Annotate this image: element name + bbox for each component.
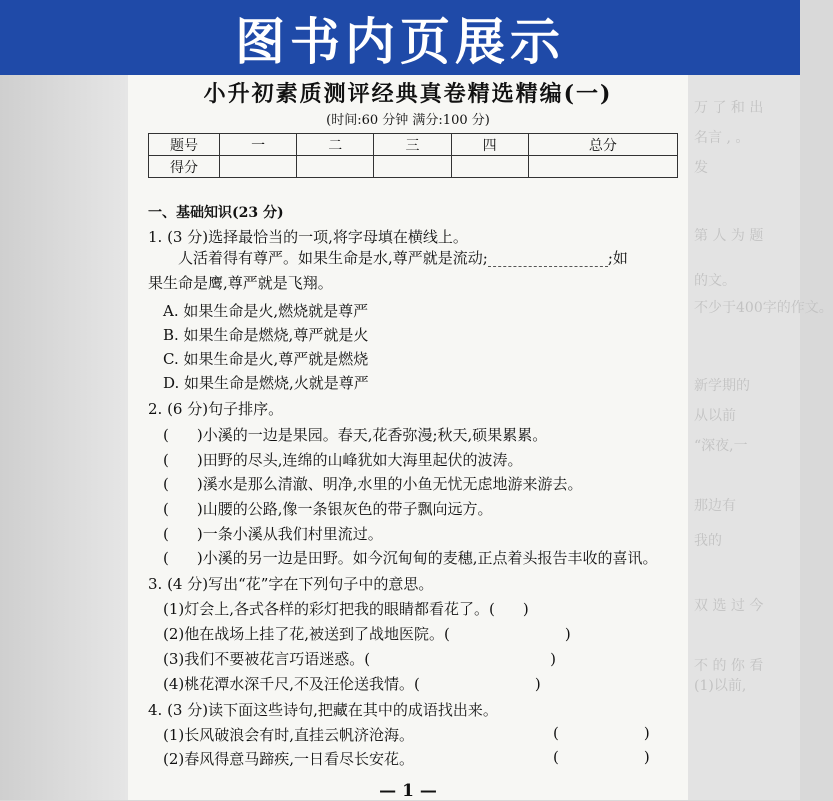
bleed-text: 那边有 (694, 498, 736, 514)
bleed-text: 我的 (694, 533, 722, 549)
bleed-text: 不 的 你 看 (694, 658, 764, 674)
exam-subtitle: (时间:60 分钟 满分:100 分) (326, 113, 490, 128)
answer-paren[interactable]: ( ) (553, 748, 650, 766)
table-cell: 得分 (149, 156, 220, 178)
banner (0, 0, 800, 75)
table-cell: 二 (297, 134, 374, 156)
sentence-item: ( )溪水是那么清澈、明净,水里的小鱼无忧无虑地游来游去。 (163, 475, 583, 493)
bleed-text: 的文。 (694, 273, 736, 289)
bleed-text: 从以前 (694, 408, 736, 424)
table-cell: 四 (451, 134, 528, 156)
sentence-item: ( )小溪的另一边是田野。如今沉甸甸的麦穗,正点着头报告丰收的喜讯。 (163, 549, 658, 567)
adjacent-page-edge (688, 75, 833, 800)
sentence-item: ( )小溪的一边是果园。春天,花香弥漫;秋天,硕果累累。 (163, 426, 548, 444)
question-3-item: (3)我们不要被花言巧语迷惑。( ) (163, 650, 556, 668)
table-cell (451, 156, 528, 178)
banner-title: 图书内页展示 (235, 12, 565, 71)
option-b: B. 如果生命是燃烧,尊严就是火 (163, 326, 369, 344)
score-table (148, 133, 678, 178)
table-cell (528, 156, 677, 178)
page-number: — 1 — (379, 781, 437, 801)
question-3-stem: 3. (4 分)写出“花”字在下列句子中的意思。 (148, 575, 434, 593)
question-2-stem: 2. (6 分)句子排序。 (148, 400, 284, 418)
bleed-text: 第 人 为 题 (694, 228, 764, 244)
question-3-item: (2)他在战场上挂了花,被送到了战地医院。( ) (163, 625, 571, 643)
sentence-item: ( )一条小溪从我们村里流过。 (163, 525, 383, 543)
question-3-item: (1)灯会上,各式各样的彩灯把我的眼睛都看花了。( ) (163, 600, 529, 618)
table-cell: 三 (374, 134, 451, 156)
sentence-item: ( )山腰的公路,像一条银灰色的带子飘向远方。 (163, 500, 493, 518)
question-4-item: (1)长风破浪会有时,直挂云帆济沧海。 (163, 726, 415, 744)
bleed-text: 发 (694, 160, 708, 176)
question-1-passage-cont: 果生命是鹰,尊严就是飞翔。 (148, 274, 333, 292)
score-table-score-row (149, 156, 678, 178)
bleed-text: 新学期的 (694, 378, 750, 394)
question-4-stem: 4. (3 分)读下面这些诗句,把藏在其中的成语找出来。 (148, 701, 498, 719)
table-cell (374, 156, 451, 178)
score-table-header-row (149, 134, 678, 156)
bleed-text: 不少于400字的作文。 (694, 300, 833, 316)
bleed-text: (1)以前, (694, 678, 747, 694)
option-d: D. 如果生命是燃烧,火就是尊严 (163, 374, 369, 392)
left-page-edge (0, 75, 128, 800)
exam-title: 小升初素质测评经典真卷精选精编(一) (203, 81, 613, 107)
bleed-text: 万 了 和 出 (694, 100, 764, 116)
question-3-item: (4)桃花潭水深千尺,不及汪伦送我情。( ) (163, 675, 541, 693)
table-cell: 题号 (149, 134, 220, 156)
question-1-passage: 人活着得有尊严。如果生命是水,尊严就是流动; ;如 (178, 249, 628, 267)
bleed-text: 名言 , 。 (694, 130, 750, 146)
question-1-stem: 1. (3 分)选择最恰当的一项,将字母填在横线上。 (148, 228, 468, 246)
section-heading: 一、基础知识(23 分) (148, 205, 284, 221)
table-cell: 总分 (528, 134, 677, 156)
exam-page (128, 75, 688, 800)
table-cell (297, 156, 374, 178)
table-cell: 一 (220, 134, 297, 156)
question-4-item: (2)春风得意马蹄疾,一日看尽长安花。 (163, 750, 415, 768)
option-a: A. 如果生命是火,燃烧就是尊严 (163, 302, 369, 320)
sentence-item: ( )田野的尽头,连绵的山峰犹如大海里起伏的波涛。 (163, 451, 523, 469)
bleed-text: 双 选 过 今 (694, 598, 764, 614)
bleed-text: “深夜,一 (694, 438, 748, 454)
answer-blank[interactable] (488, 252, 608, 267)
answer-paren[interactable]: ( ) (553, 724, 650, 742)
option-c: C. 如果生命是火,尊严就是燃烧 (163, 350, 369, 368)
table-cell (220, 156, 297, 178)
